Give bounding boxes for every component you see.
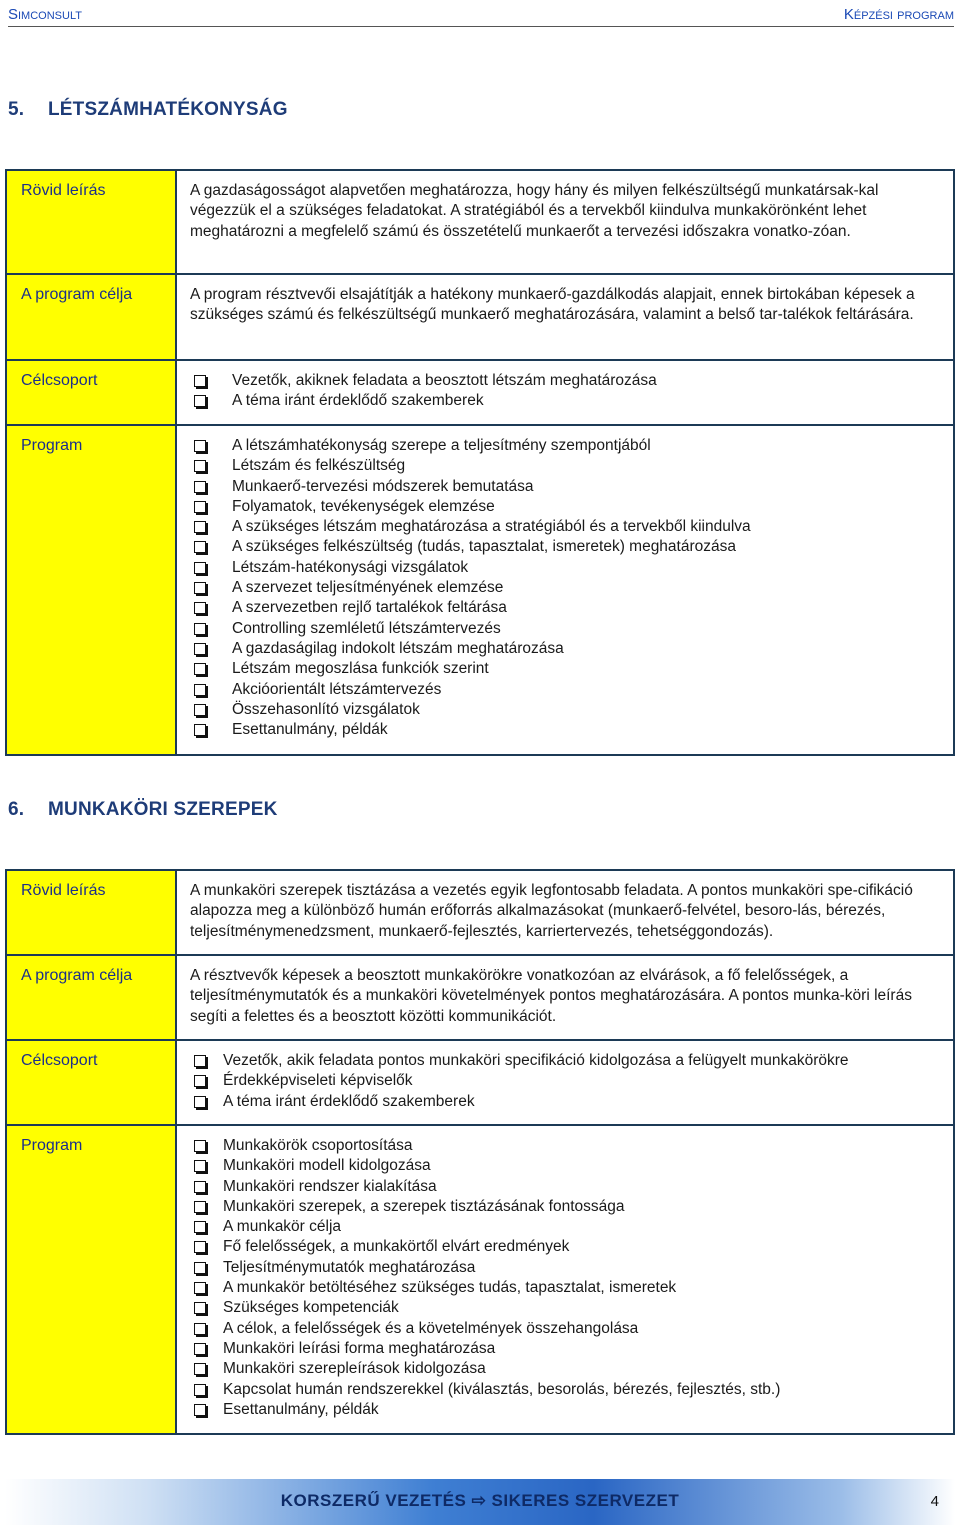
checkbox-bullet-icon	[194, 1160, 206, 1172]
list-item-text: Vezetők, akik feladata pontos munkaköri specifikáció kidolgozása a felügyelt munkakörökre	[223, 1052, 849, 1069]
checkbox-bullet-icon	[194, 1363, 206, 1375]
row-text: A program résztvevői elsajátítják a hatékony munkaerő-gazdálkodás alapjait, ennek birtokában képesek a szükséges számú és felkészültségű munkaerő meghatározására, valamint a belső tar-talékok feltárására.	[176, 274, 954, 360]
list-item	[190, 456, 939, 476]
list-item-text: A munkakör célja	[223, 1218, 342, 1236]
checkbox-bullet-icon	[194, 1323, 206, 1335]
list-item	[190, 1359, 939, 1379]
checkbox-bullet-icon	[194, 562, 206, 574]
checkbox-bullet-icon	[194, 1302, 206, 1314]
checkbox-bullet-icon	[194, 521, 206, 533]
list-item-text: A szükséges létszám meghatározása a stratégiából és a tervekből kiindulva	[232, 518, 751, 536]
checkbox-bullet-icon	[194, 375, 206, 387]
list-item-text: Fő felelősségek, a munkakörtől elvárt eredmények	[223, 1238, 570, 1256]
list-item-text: Összehasonlító vizsgálatok	[232, 700, 420, 718]
checkbox-bullet-icon	[194, 643, 206, 655]
list-item-text: A szervezet teljesítményének elemzése	[232, 579, 504, 597]
checkbox-bullet-icon	[194, 541, 206, 553]
list-item	[190, 1136, 939, 1156]
list-item	[190, 1177, 939, 1197]
list-item	[190, 436, 939, 456]
list-item-text: A szervezetben rejlő tartalékok feltárása	[232, 599, 507, 617]
list-item-text: Controlling szemléletű létszámtervezés	[232, 619, 501, 637]
list-item-text: A célok, a felelősségek és a követelmények összehangolása	[223, 1319, 639, 1337]
list-item-text: Munkakörök csoportosítása	[223, 1137, 413, 1154]
list-item	[190, 391, 939, 411]
list-item-text: Munkaköri modell kidolgozása	[223, 1157, 431, 1175]
list-item-text: Akcióorientált létszámtervezés	[232, 680, 442, 698]
checkbox-bullet-icon	[194, 1384, 206, 1396]
row-label: A program célja	[6, 955, 176, 1040]
list-item-text: Folyamatok, tevékenységek elemzése	[232, 497, 495, 515]
row-target-group	[6, 360, 954, 425]
list-item	[190, 700, 939, 720]
checklist	[190, 436, 939, 740]
row-short-description	[6, 870, 954, 955]
list-item-text: Munkaerő-tervezési módszerek bemutatása	[232, 477, 534, 495]
list-item-text: Létszám megoszlása funkciók szerint	[232, 660, 489, 678]
page-number: 4	[930, 1493, 939, 1510]
list-item-text: Teljesítménymutatók meghatározása	[223, 1258, 476, 1276]
list-item	[190, 639, 939, 659]
row-label: Célcsoport	[6, 1040, 176, 1125]
list-item	[190, 578, 939, 598]
list-item	[190, 598, 939, 618]
section-heading: MUNKAKÖRI SZEREPEK	[48, 799, 278, 820]
list-item	[190, 659, 939, 679]
checkbox-bullet-icon	[194, 1096, 206, 1108]
checkbox-bullet-icon	[194, 1201, 206, 1213]
checkbox-bullet-icon	[194, 684, 206, 696]
list-item	[190, 517, 939, 537]
checkbox-bullet-icon	[194, 460, 206, 472]
list-item-text: Munkaköri szerepek, a szerepek tisztázásának fontossága	[223, 1197, 625, 1215]
checkbox-bullet-icon	[194, 501, 206, 513]
row-text: A résztvevők képesek a beosztott munkakörökre vonatkozóan az elvárások, a fő felelősségek, a teljesítménymutatók és a munkaköri követelmények pontos meghatározására. A pontos munka-köri leírás segíti a felettes és a beosztott közötti kommunikációt.	[176, 955, 954, 1040]
list-item-text: Létszám-hatékonysági vizsgálatok	[232, 558, 469, 576]
list-item-text: Munkaköri rendszer kialakítása	[223, 1177, 437, 1195]
header-doc-title: Képzési program	[843, 6, 954, 23]
list-item	[190, 1217, 939, 1237]
list-item	[190, 477, 939, 497]
list-item	[190, 1298, 939, 1318]
list-item	[190, 1278, 939, 1298]
list-item-text: A létszámhatékonyság szerepe a teljesítmény szempontjából	[232, 437, 651, 454]
program-table	[5, 169, 955, 756]
row-label: Program	[6, 1125, 176, 1434]
row-program-goal	[6, 274, 954, 360]
list-item-text: Munkaköri leírási forma meghatározása	[223, 1339, 496, 1357]
checkbox-bullet-icon	[194, 1075, 206, 1087]
list-item	[190, 371, 939, 391]
row-program	[6, 1125, 954, 1434]
list-item	[190, 619, 939, 639]
section-number: 6.	[8, 799, 25, 820]
list-item-text: Vezetők, akiknek feladata a beosztott létszám meghatározása	[232, 372, 657, 389]
list-item-text: A téma iránt érdeklődő szakemberek	[223, 1092, 475, 1110]
list-item	[190, 1071, 939, 1091]
list-item-text: A téma iránt érdeklődő szakemberek	[232, 392, 484, 410]
section-number: 5.	[8, 99, 25, 120]
list-item-text: Munkaköri szerepleírások kidolgozása	[223, 1360, 486, 1378]
checkbox-bullet-icon	[194, 582, 206, 594]
row-label: Rövid leírás	[6, 170, 176, 274]
list-item-text: Érdekképviseleti képviselők	[223, 1072, 413, 1090]
list-item-text: Esettanulmány, példák	[232, 721, 388, 739]
list-item	[190, 1197, 939, 1217]
checkbox-bullet-icon	[194, 1343, 206, 1355]
list-item-text: A gazdaságilag indokolt létszám meghatározása	[232, 639, 564, 657]
list-item-text: A munkakör betöltéséhez szükséges tudás, tapasztalat, ismeretek	[223, 1279, 677, 1297]
checkbox-bullet-icon	[194, 481, 206, 493]
checkbox-bullet-icon	[194, 395, 206, 407]
checklist	[190, 371, 939, 412]
checkbox-bullet-icon	[194, 1262, 206, 1274]
checklist	[190, 1136, 939, 1420]
footer-slogan: KORSZERŰ VEZETÉS ⇨ SIKERES SZERVEZET	[280, 1491, 680, 1510]
list-item	[190, 1319, 939, 1339]
checkbox-bullet-icon	[194, 704, 206, 716]
list-item	[190, 680, 939, 700]
section-title	[8, 99, 288, 121]
program-table	[5, 869, 955, 1435]
list-item	[190, 1237, 939, 1257]
row-text: A munkaköri szerepek tisztázása a vezetés egyik legfontosabb feladata. A pontos munkaköri spe-cifikáció alapozza meg a különböző humán erőforrás alkalmazásokat (munkaerő-felvétel, besoro-lás, bérezés, teljesítménymenedzsment, munkaerő-fejlesztés, karriertervezés, tehetséggondozás).	[176, 870, 954, 955]
list-item	[190, 1400, 939, 1420]
section-title	[8, 799, 278, 821]
header-company: Simconsult	[8, 6, 82, 23]
checkbox-bullet-icon	[194, 623, 206, 635]
list-item	[190, 1092, 939, 1112]
section-heading: LÉTSZÁMHATÉKONYSÁG	[48, 99, 288, 120]
checkbox-bullet-icon	[194, 1221, 206, 1233]
row-program-goal	[6, 955, 954, 1040]
list-item-text: Kapcsolat humán rendszerekkel (kiválasztás, besorolás, bérezés, fejlesztés, stb.)	[223, 1380, 781, 1398]
list-item	[190, 537, 939, 557]
checkbox-bullet-icon	[194, 440, 206, 452]
list-item-text: A szükséges felkészültség (tudás, tapasztalat, ismeretek) meghatározása	[232, 538, 736, 556]
row-label: Program	[6, 425, 176, 755]
list-item	[190, 1258, 939, 1278]
list-item-text: Létszám és felkészültség	[232, 457, 406, 475]
list-item	[190, 1051, 939, 1071]
page-header	[8, 4, 954, 27]
list-item-text: Esettanulmány, példák	[223, 1400, 379, 1418]
checkbox-bullet-icon	[194, 1055, 206, 1067]
checkbox-bullet-icon	[194, 1181, 206, 1193]
checkbox-bullet-icon	[194, 1404, 206, 1416]
checkbox-bullet-icon	[194, 663, 206, 675]
row-label: Célcsoport	[6, 360, 176, 425]
list-item	[190, 1156, 939, 1176]
row-target-group	[6, 1040, 954, 1125]
checkbox-bullet-icon	[194, 724, 206, 736]
checkbox-bullet-icon	[194, 602, 206, 614]
row-text: A gazdaságosságot alapvetően meghatározza, hogy hány és milyen felkészültségű munkatársak-kal végezzük el a szükséges feladatokat. A stratégiából és a tervekből kiindulva munkakörönként lehet meghatározni a megfelelő számú és összetételű munkaerőt a tervezési időszakra vonatko-zóan.	[176, 170, 954, 274]
list-item	[190, 558, 939, 578]
row-program	[6, 425, 954, 755]
row-label: Rövid leírás	[6, 870, 176, 955]
row-label: A program célja	[6, 274, 176, 360]
row-short-description	[6, 170, 954, 274]
checkbox-bullet-icon	[194, 1140, 206, 1152]
page-footer	[5, 1479, 955, 1525]
list-item	[190, 497, 939, 517]
checkbox-bullet-icon	[194, 1282, 206, 1294]
checkbox-bullet-icon	[194, 1241, 206, 1253]
list-item	[190, 720, 939, 740]
list-item	[190, 1380, 939, 1400]
list-item-text: Szükséges kompetenciák	[223, 1299, 399, 1317]
list-item	[190, 1339, 939, 1359]
checklist	[190, 1051, 939, 1112]
